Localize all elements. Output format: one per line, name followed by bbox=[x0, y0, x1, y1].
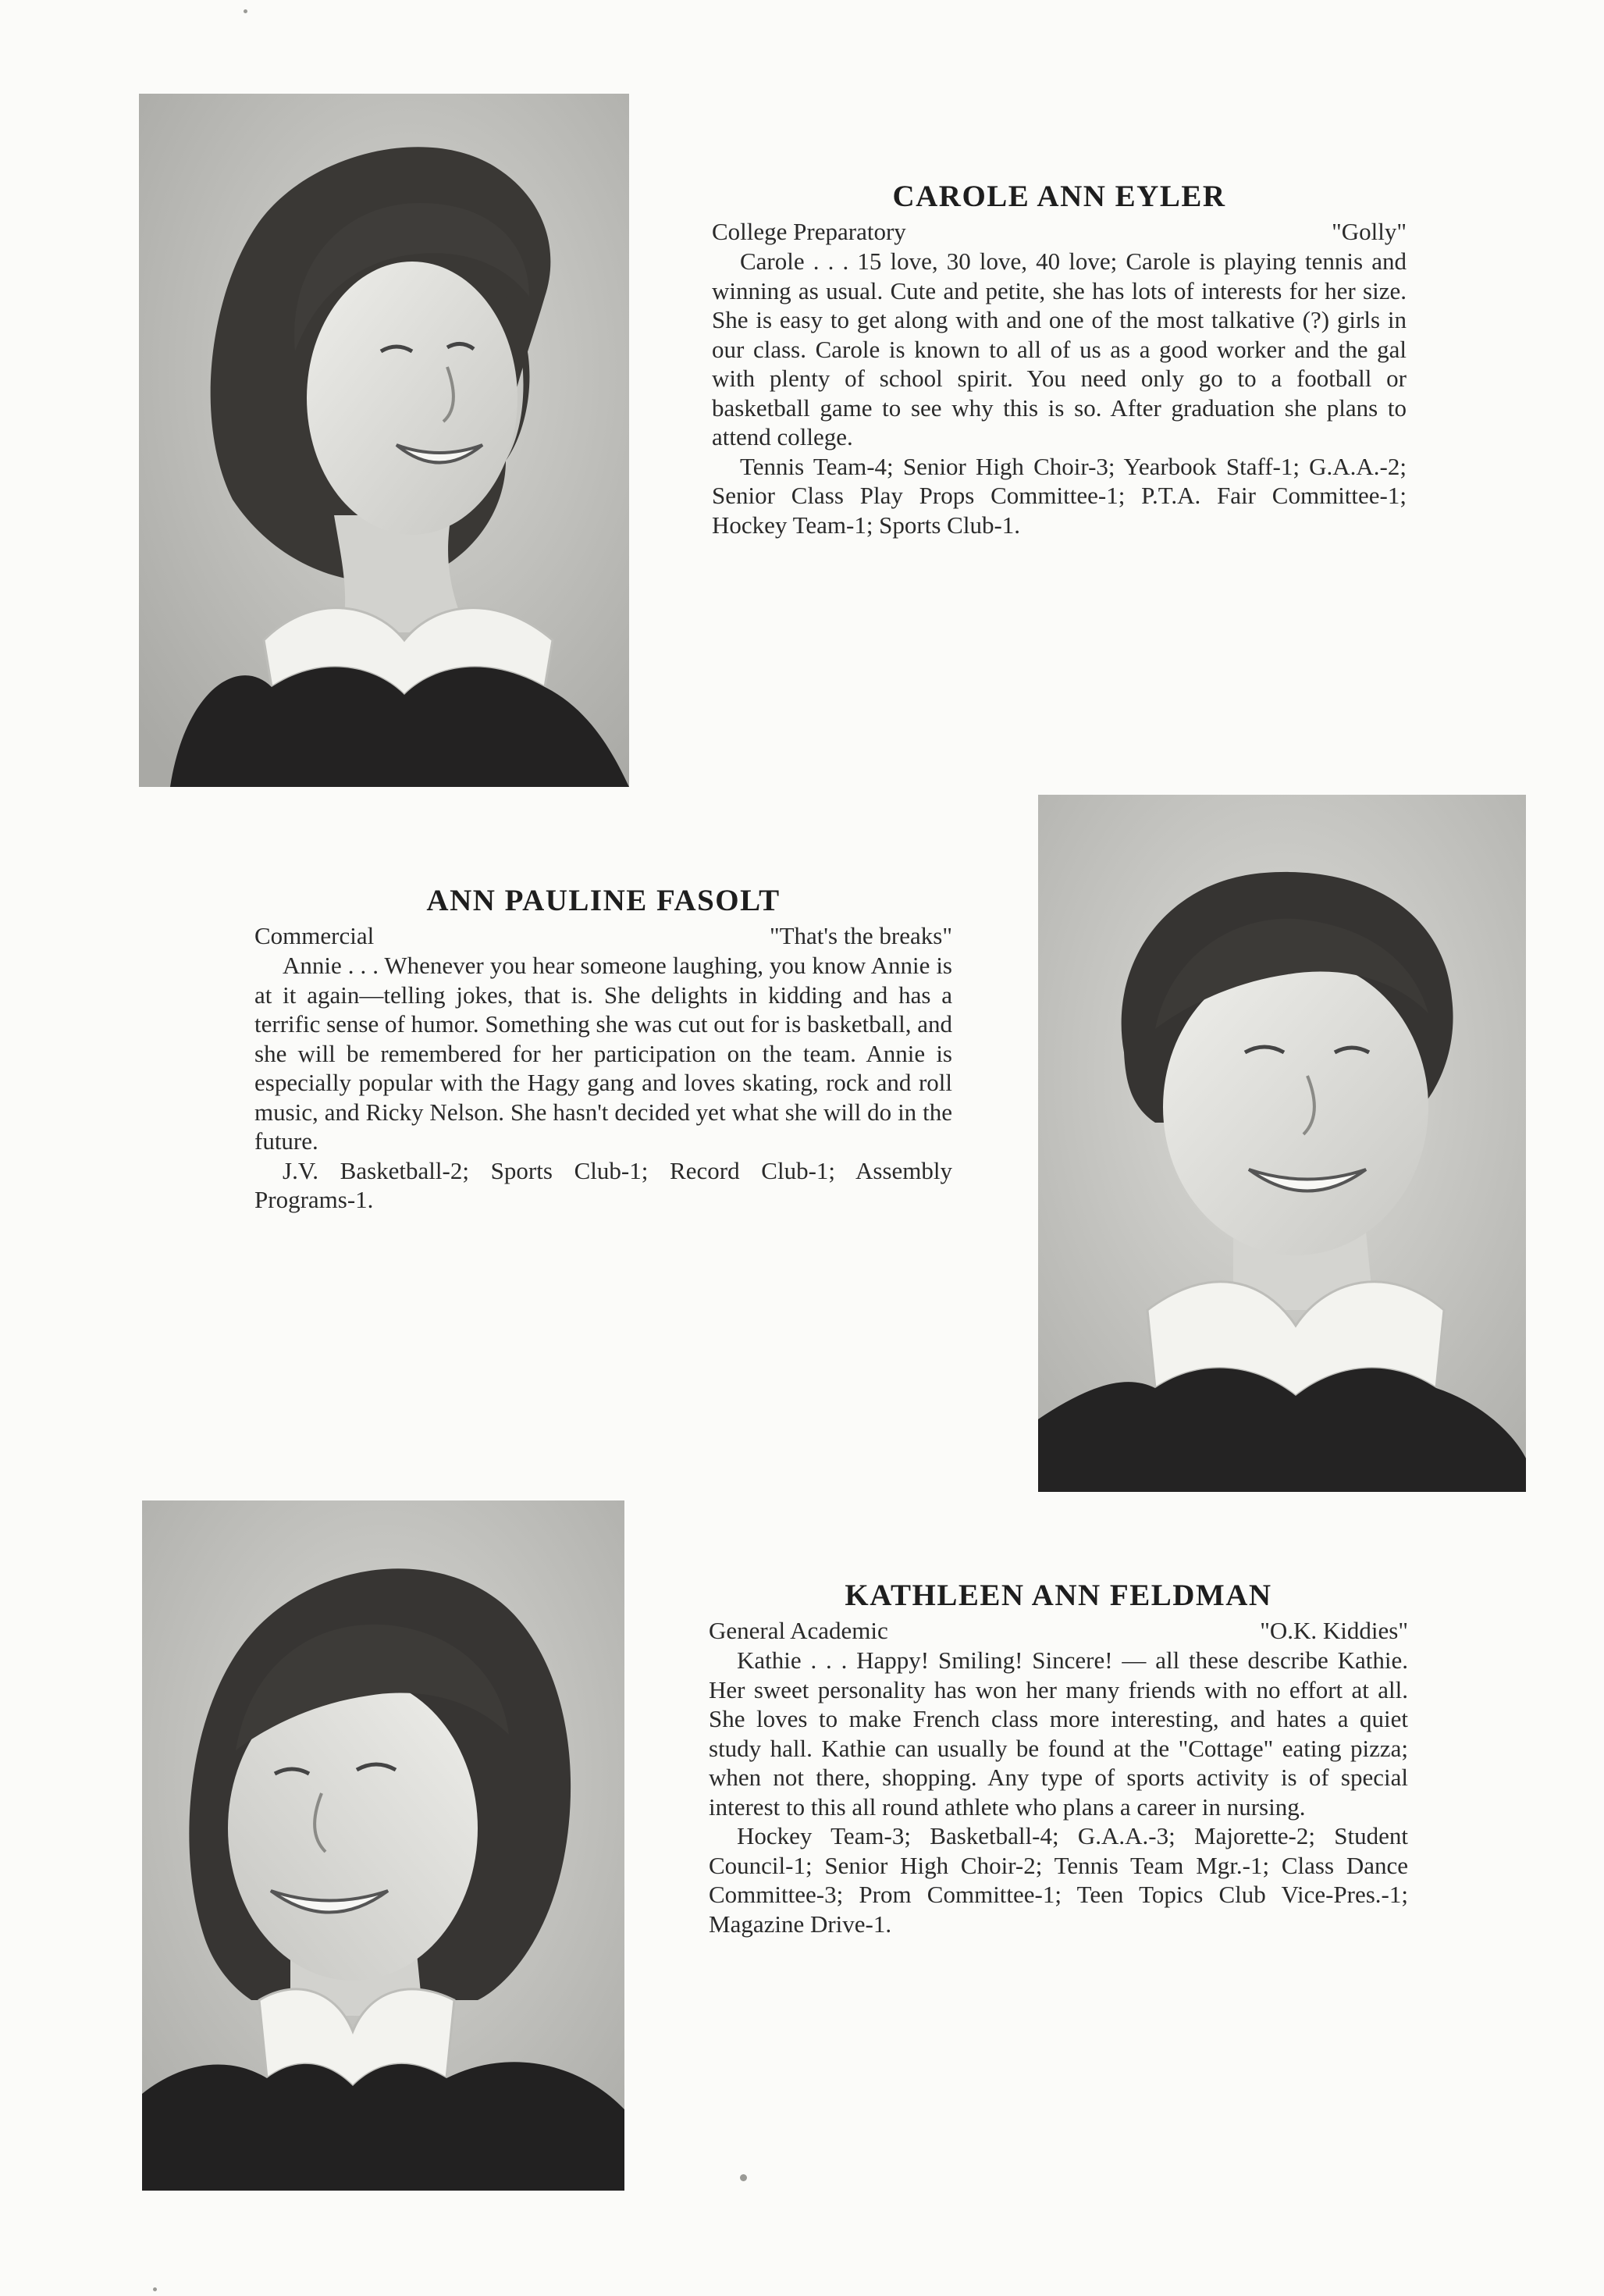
portrait-photo-carole-ann-eyler bbox=[139, 94, 629, 787]
student-bio: Carole . . . 15 love, 30 love, 40 love; Carole is playing tennis and winning as usual. Cute and petite, she has lots of interests for her size. She is easy to get along with and one of the most talkative (?) girls in our class. Carole is known to all of us as a good worker and the gal with plenty of school spirit. You need only go to a football or basketball game to see why this is so. After graduation she plans to attend college. bbox=[712, 247, 1407, 450]
student-quote: "Golly" bbox=[1332, 218, 1407, 245]
student-activities: Hockey Team-3; Basketball-4; G.A.A.-3; Majorette-2; Student Council-1; Senior High Choir-2; Tennis Team Mgr.-1; Class Dance Committee-3; Prom Committee-1; Teen Topics Club Vice-Pres.-1; Magazine Drive-1. bbox=[709, 1822, 1408, 1938]
student-name: CAROLE ANN EYLER bbox=[892, 180, 1226, 213]
student-activities: Tennis Team-4; Senior High Choir-3; Yearbook Staff-1; G.A.A.-2; Senior Class Play Props Committee-1; P.T.A. Fair Committee-1; Hockey Team-1; Sports Club-1. bbox=[712, 452, 1407, 539]
student-course: General Academic bbox=[709, 1617, 888, 1644]
student-bio: Annie . . . Whenever you hear someone laughing, you know Annie is at it again—telling jokes, that is. She delights in kidding and has a terrific sense of humor. Something she was cut out for is basketball, and she will be remembered for her participation on the team. Annie is especially popular with the Hagy gang and loves skating, rock and roll music, and Ricky Nelson. She hasn't decided yet what she will do in the future. bbox=[254, 952, 952, 1155]
student-activities: J.V. Basketball-2; Sports Club-1; Record Club-1; Assembly Programs-1. bbox=[254, 1156, 952, 1213]
student-quote: "O.K. Kiddies" bbox=[1260, 1617, 1408, 1644]
paper-speck bbox=[740, 2174, 747, 2181]
student-name: ANN PAULINE FASOLT bbox=[426, 884, 781, 917]
student-meta bbox=[709, 1616, 1408, 1646]
student-bio: Kathie . . . Happy! Smiling! Sincere! — all these describe Kathie. Her sweet personality has won her many friends with no effort at all. She loves to make French class more interesting, and hates a quiet study hall. Kathie can usually be found at the "Cottage" eating pizza; when not there, shopping. Any type of sports activity is of special interest to this all round athlete who plans a career in nursing. bbox=[709, 1646, 1408, 1821]
student-course: College Preparatory bbox=[712, 218, 906, 245]
portrait-photo-kathleen-ann-feldman bbox=[142, 1500, 624, 2191]
student-meta bbox=[712, 217, 1407, 247]
paper-speck bbox=[244, 9, 247, 13]
paper-speck bbox=[153, 2287, 157, 2291]
student-meta bbox=[254, 921, 952, 951]
student-entry-kathleen-ann-feldman bbox=[709, 1577, 1408, 1938]
portrait-photo-ann-pauline-fasolt bbox=[1038, 795, 1526, 1492]
student-quote: "That's the breaks" bbox=[769, 922, 952, 949]
student-entry-carole-ann-eyler bbox=[712, 178, 1407, 539]
student-entry-ann-pauline-fasolt bbox=[254, 882, 952, 1215]
student-course: Commercial bbox=[254, 922, 375, 949]
student-name: KATHLEEN ANN FELDMAN bbox=[845, 1579, 1272, 1612]
